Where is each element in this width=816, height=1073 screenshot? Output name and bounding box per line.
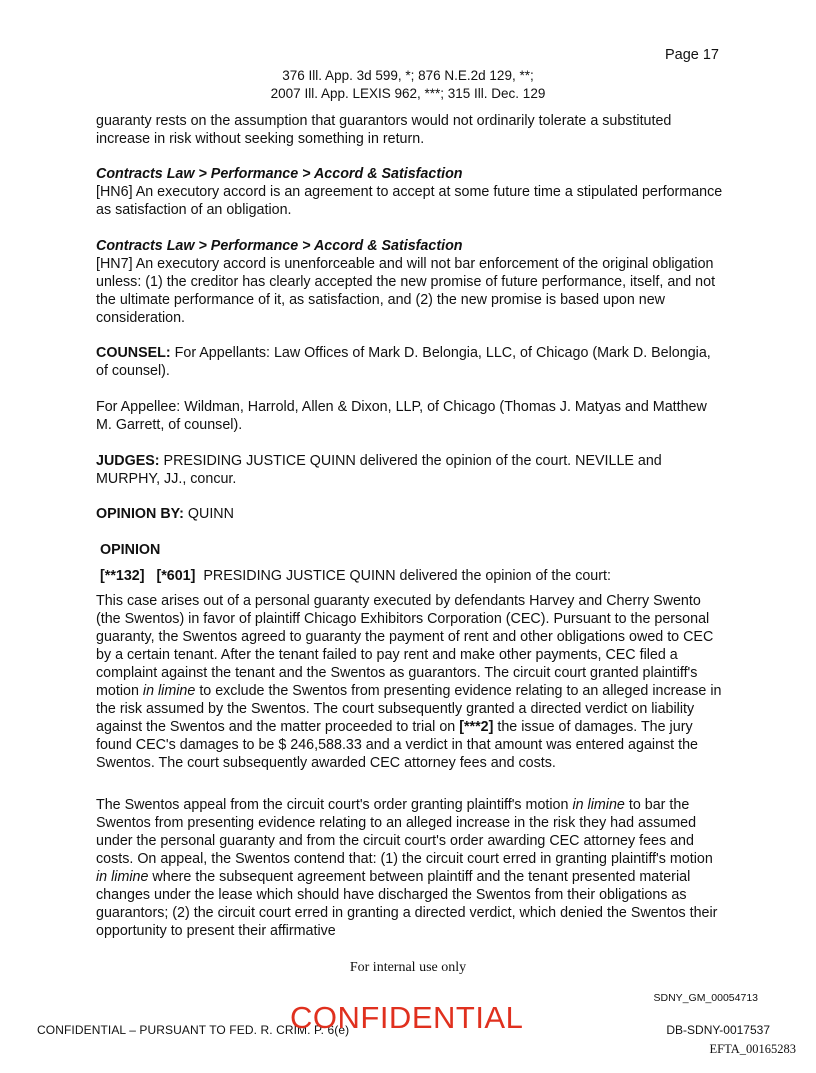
opinion-intro (100, 567, 728, 585)
in-limine-term: in limine (142, 683, 196, 699)
confidential-notice: CONFIDENTIAL – PURSUANT TO FED. R. CRIM. P. 6(e) (37, 1023, 350, 1037)
counsel-paragraph (96, 344, 724, 380)
opinion-by-paragraph (96, 505, 724, 523)
para2-text-b: to bar the Swentos from presenting evidence relating to an alleged increase in the risk they had assumed under the personal guaranty and from the circuit court's order awarding CEC attorney fees and costs. On appeal, the Swentos contend that: (1) the circuit court erred in granting plaintiff's motion (96, 797, 713, 867)
in-limine-term: in limine (96, 869, 149, 885)
intro-paragraph: guaranty rests on the assumption that guarantors would not ordinarily tolerate a substituted increase in risk without seeking something in return. (96, 113, 672, 147)
bates-gm-number: SDNY_GM_00054713 (653, 992, 758, 1004)
para2-text-c: where the subsequent agreement between plaintiff and the tenant presented material changes under the lease which should have discharged the Swentos from their obligations as guarantors; (2) the circuit court erred in granting a directed verdict, which denied the Swentos their opportunity to present their affirmative (96, 869, 718, 939)
opinion-paragraph-1 (96, 592, 724, 772)
opinion-by-text: QUINN (183, 506, 234, 522)
judges-paragraph (96, 452, 724, 488)
bates-db-number: DB-SDNY-0017537 (666, 1023, 770, 1037)
opinion-intro-text: PRESIDING JUSTICE QUINN delivered the opinion of the court: (203, 568, 611, 584)
star-page-2: [***2] (459, 719, 494, 735)
judges-text: PRESIDING JUSTICE QUINN delivered the opinion of the court. NEVILLE and MURPHY, JJ., concur. (96, 453, 662, 487)
opinion-by-label: OPINION BY: (96, 506, 184, 522)
efta-number: EFTA_00165283 (709, 1042, 796, 1056)
citation-line-1: 376 Ill. App. 3d 599, *; 876 N.E.2d 129, **; (282, 68, 534, 83)
hn7-text: [HN7] An executory accord is unenforceable and will not bar enforcement of the original obligation unless: (1) the creditor has clearly accepted the new promise of future performance, itself, and not the ultimate performance of it, as satisfaction, and (2) the new promise is based upon new consideration. (96, 256, 716, 326)
citation-line-2: 2007 Ill. App. LEXIS 962, ***; 315 Ill. Dec. 129 (270, 86, 546, 101)
star-page-132: [**132] (100, 568, 145, 584)
opinion-heading: OPINION (100, 542, 161, 558)
hn7-heading: Contracts Law > Performance > Accord & Satisfaction (96, 238, 463, 254)
opinion-paragraph-2 (96, 796, 724, 940)
star-page-601: [*601] (156, 568, 196, 584)
hn6-text: [HN6] An executory accord is an agreement to accept at some future time a stipulated performance as satisfaction of an obligation. (96, 184, 723, 218)
confidential-stamp: CONFIDENTIAL (290, 1000, 524, 1035)
hn6-heading: Contracts Law > Performance > Accord & Satisfaction (96, 166, 463, 182)
para2-text-a: The Swentos appeal from the circuit court's order granting plaintiff's motion (96, 797, 573, 813)
para1-text-a: This case arises out of a personal guaranty executed by defendants Harvey and Cherry Swento (the Swentos) in favor of plaintiff Chicago Exhibitors Corporation (CEC). Pursuant to the personal guaranty, the Swentos agreed to guaranty the payment of rent and other obligations owed to CEC by a certain tenant. After the tenant failed to pay rent and make other payments, CEC filed a complaint against the tenant and the Swentos as guarantors. The circuit court granted plaintiff's motion (96, 593, 714, 699)
para1-text-b: to exclude the Swentos from presenting evidence relating to an alleged increase in the risk assumed by the Swentos. The court subsequently granted a directed verdict on liability against the Swentos and the matter proceeded to trial on (96, 683, 722, 735)
in-limine-term: in limine (572, 797, 625, 813)
counsel-label: COUNSEL: (96, 345, 171, 361)
internal-use-footer: For internal use only (349, 960, 467, 975)
appellee-paragraph: For Appellee: Wildman, Harrold, Allen & Dixon, LLP, of Chicago (Thomas J. Matyas and Matthew M. Garrett, of counsel). (96, 399, 707, 433)
para1-text-c: the issue of damages. The jury found CEC's damages to be $ 246,588.33 and a verdict in that amount was entered against the Swentos. The court subsequently awarded CEC attorney fees and costs. (96, 719, 699, 771)
judges-label: JUDGES: (96, 453, 160, 469)
counsel-text: For Appellants: Law Offices of Mark D. Belongia, LLC, of Chicago (Mark D. Belongia, of counsel). (96, 345, 711, 379)
page-number: Page 17 (664, 47, 719, 63)
